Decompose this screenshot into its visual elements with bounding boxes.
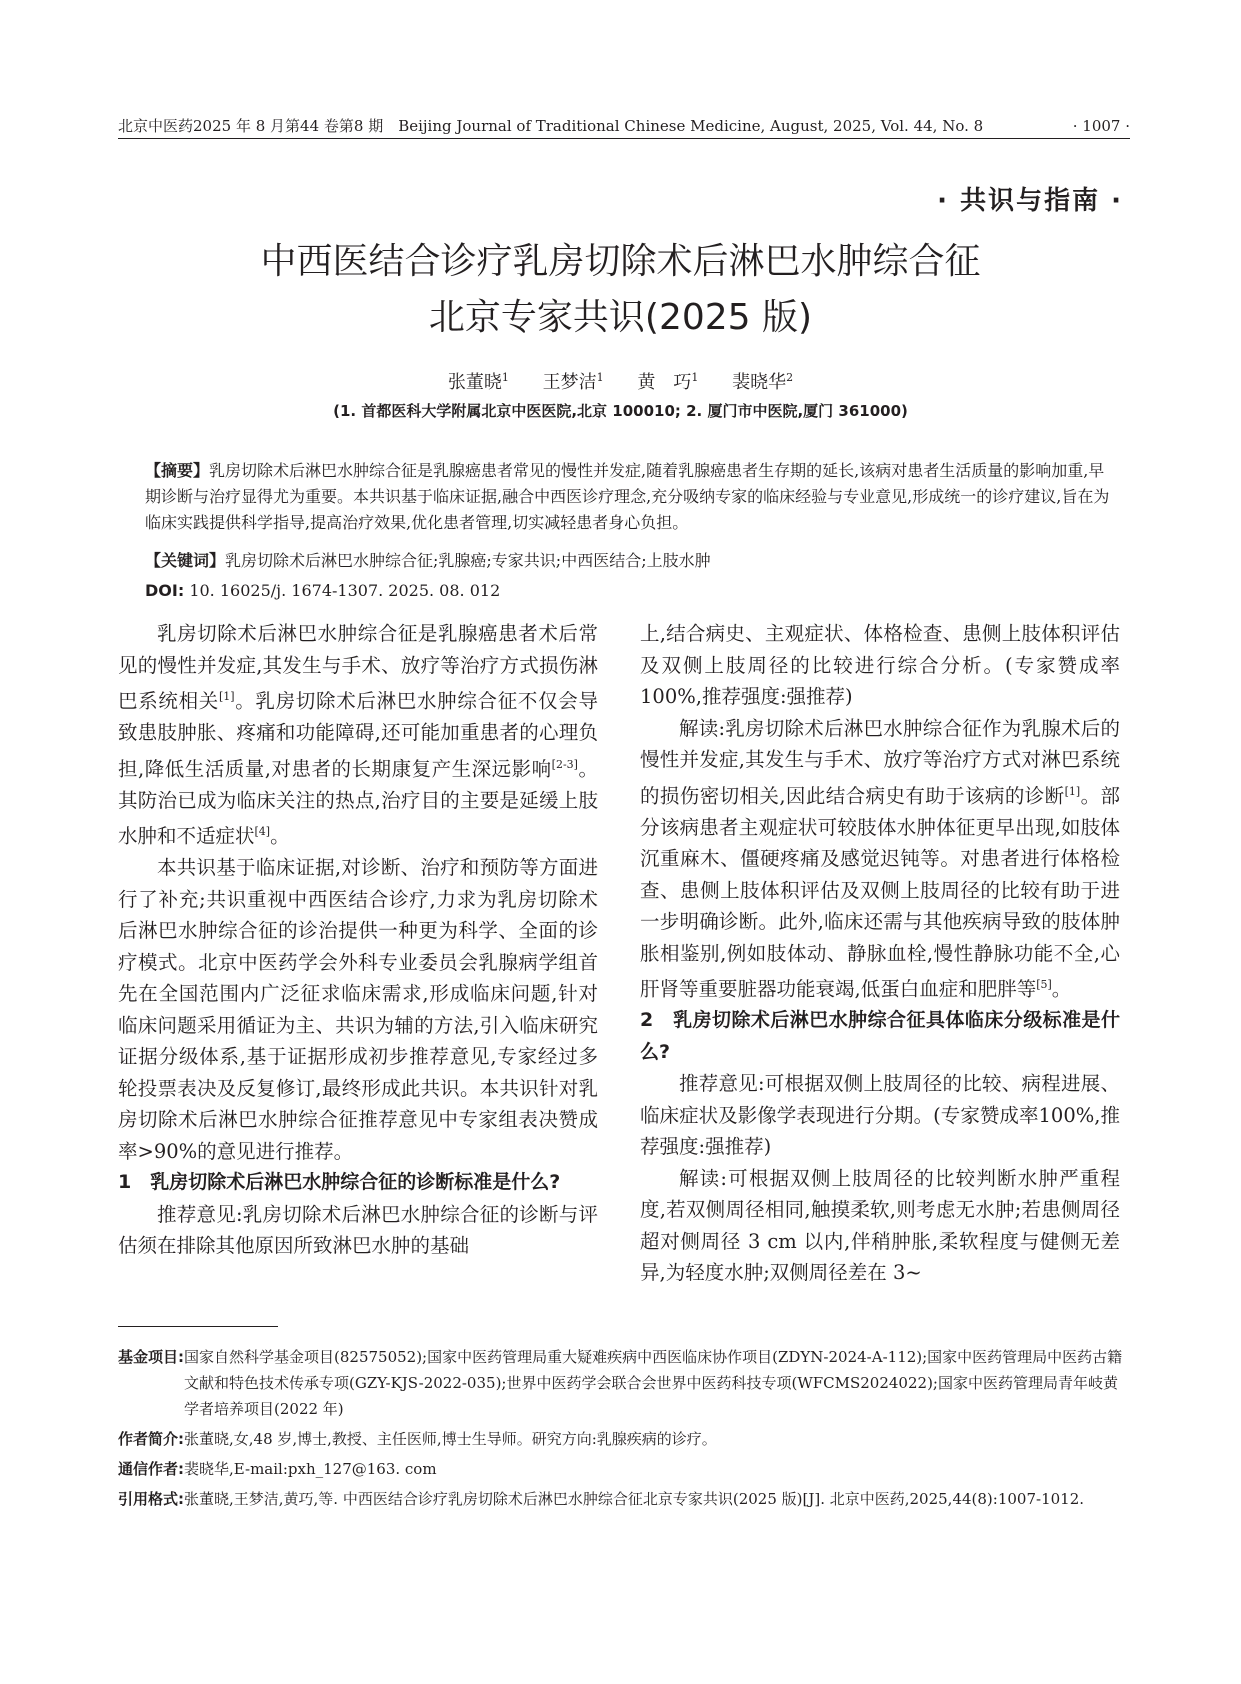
footnote-author-bio: 作者简介: 张董晓,女,48 岁,博士,教授、主任医师,博士生导师。研究方向:乳腺疾病的诊疗。 [118,1430,717,1448]
citation[interactable]: [5] [1036,978,1052,991]
doi-label: DOI: [145,581,185,600]
body-column-left [118,618,598,1262]
page-number: · 1007 · [1072,117,1130,135]
doi-value[interactable]: 10. 16025/j. 1674-1307. 2025. 08. 012 [184,581,501,600]
header-rule [118,138,1130,139]
footnotes [118,1344,1130,1512]
abstract-label: 【摘要】 [145,461,210,480]
doi [145,578,1120,604]
article-title-line-1: 中西医结合诊疗乳房切除术后淋巴水肿综合征 [260,241,981,282]
abstract [145,458,1120,536]
keywords-text: 乳房切除术后淋巴水肿综合征;乳腺癌;专家共识;中西医结合;上肢水肿 [225,551,711,570]
article-title-line-2: 北京专家共识(2025 版) [428,297,813,338]
paragraph: 推荐意见:乳房切除术后淋巴水肿综合征的诊断与评估须在排除其他原因所致淋巴水肿的基础 [118,1202,598,1257]
paragraph: 解读:乳房切除术后淋巴水肿综合征作为乳腺术后的慢性并发症,其发生与手术、放疗等治疗方式对淋巴系统的损伤密切相关,因此结合病史有助于该病的诊断[1]。部分该病患者主观症状可较肢体水肿体征更早出现,如肢体沉重麻木、僵硬疼痛及感觉迟钝等。对患者进行体格检查、患侧上肢体积评估及双侧上肢周径的比较有助于进一步明确诊断。此外,临床还需与其他疾病导致的肢体肿胀相鉴别,例如肢体动、静脉血栓,慢性静脉功能不全,心肝肾等重要脏器功能衰竭,低蛋白血症和肥胖等[5]。 [640,716,1120,1001]
paragraph: 解读:可根据双侧上肢周径的比较判断水肿严重程度,若双侧周径相同,触摸柔软,则考虑无水肿;若患侧周径超对侧周径 3 cm 以内,伴稍肿胀,柔软程度与健侧无差异,为轻度水肿;双侧周径差在 3~ [640,1166,1120,1284]
column-label: · 共识与指南 · [937,186,1123,216]
abstract-text: 乳房切除术后淋巴水肿综合征是乳腺癌患者常见的慢性并发症,随着乳腺癌患者生存期的延长,该病对患者生活质量的影响加重,早期诊断与治疗显得尤为重要。本共识基于临床证据,融合中西医诊疗理念,充分吸纳专家的临床经验与专业意见,形成统一的诊疗建议,旨在为临床实践提供科学指导,提高治疗效果,优化患者管理,切实减轻患者身心负担。 [145,461,1110,532]
paragraph: 本共识基于临床证据,对诊断、治疗和预防等方面进行了补充;共识重视中西医结合诊疗,力求为乳房切除术后淋巴水肿综合征的诊治提供一种更为科学、全面的诊疗模式。北京中医药学会外科专业委员会乳腺病学组首先在全国范围内广泛征求临床需求,形成临床问题,针对临床问题采用循证为主、共识为辅的方法,引入临床研究证据分级体系,基于证据形成初步推荐意见,专家经过多轮投票表决及反复修订,最终形成此共识。本共识针对乳房切除术后淋巴水肿综合征推荐意见中专家组表决赞成率>90%的意见进行推荐。 [118,856,598,1163]
author: 黄 巧$^1$ [637,371,699,393]
footnote-rule [118,1326,278,1327]
section-heading: 2 乳房切除术后淋巴水肿综合征具体临床分级标准是什么? [640,1009,1120,1063]
footnote-citation-format: 引用格式: 张董晓,王梦洁,黄巧,等. 中西医结合诊疗乳房切除术后淋巴水肿综合征北京专家共识(2025 版)[J]. 北京中医药,2025,44(8):1007-1012. [118,1490,1085,1508]
author: 王梦洁$^1$ [542,371,604,393]
citation[interactable]: [2-3] [551,757,578,771]
paragraph: 上,结合病史、主观症状、体格检查、患侧上肢体积评估及双侧上肢周径的比较进行综合分析。(专家赞成率100%,推荐强度:强推荐) [640,622,1120,708]
footnote-corresponding-author: 通信作者: 裴晓华,E-mail:pxh_127@163. com [118,1460,437,1478]
author-list [0,366,1241,395]
author: 张董晓$^1$ [447,371,509,393]
author: 裴晓华$^2$ [732,371,794,393]
citation[interactable]: [4] [254,825,271,838]
body-column-right [640,618,1120,1289]
section-heading: 1 乳房切除术后淋巴水肿综合征的诊断标准是什么? [118,1171,561,1193]
affiliations: (1. 首都医科大学附属北京中医医院,北京 100010; 2. 厦门市中医院,厦门 361000) [333,402,908,420]
paragraph: 推荐意见:可根据双侧上肢周径的比较、病程进展、临床症状及影像学表现进行分期。(专家赞成率100%,推荐强度:强推荐) [640,1072,1120,1158]
citation[interactable]: [1] [1064,784,1081,798]
citation[interactable]: [1] [218,690,235,703]
keywords-label: 【关键词】 [145,551,226,570]
footnote-funding: 基金项目: 国家自然科学基金项目(82575052);国家中医药管理局重大疑难疾病中西医临床协作项目(ZDYN-2024-A-112);国家中医药管理局中医药古籍文献和特色技术传承专项(GZY-KJS-2022-035);世界中医药学会联合会世界中医药科技专项(WFCMS2024022);国家中医药管理局青年岐黄学者培养项目(2022 年) [118,1348,1123,1418]
journal-info: 北京中医药2025 年 8 月第44 卷第8 期 Beijing Journal of Traditional Chinese Medicine, August, 2025, Vol. 44, No. 8 [118,117,984,135]
keywords [145,548,1120,574]
paragraph: 乳房切除术后淋巴水肿综合征是乳腺癌患者术后常见的慢性并发症,其发生与手术、放疗等治疗方式损伤淋巴系统相关[1]。乳房切除术后淋巴水肿综合征不仅会导致患肢肿胀、疼痛和功能障碍,还可能加重患者的心理负担,降低生活质量,对患者的长期康复产生深远影响[2-3]。其防治已成为临床关注的热点,治疗目的主要是延缓上肢水肿和不适症状[4]。 [118,622,598,848]
running-head [118,116,1130,136]
